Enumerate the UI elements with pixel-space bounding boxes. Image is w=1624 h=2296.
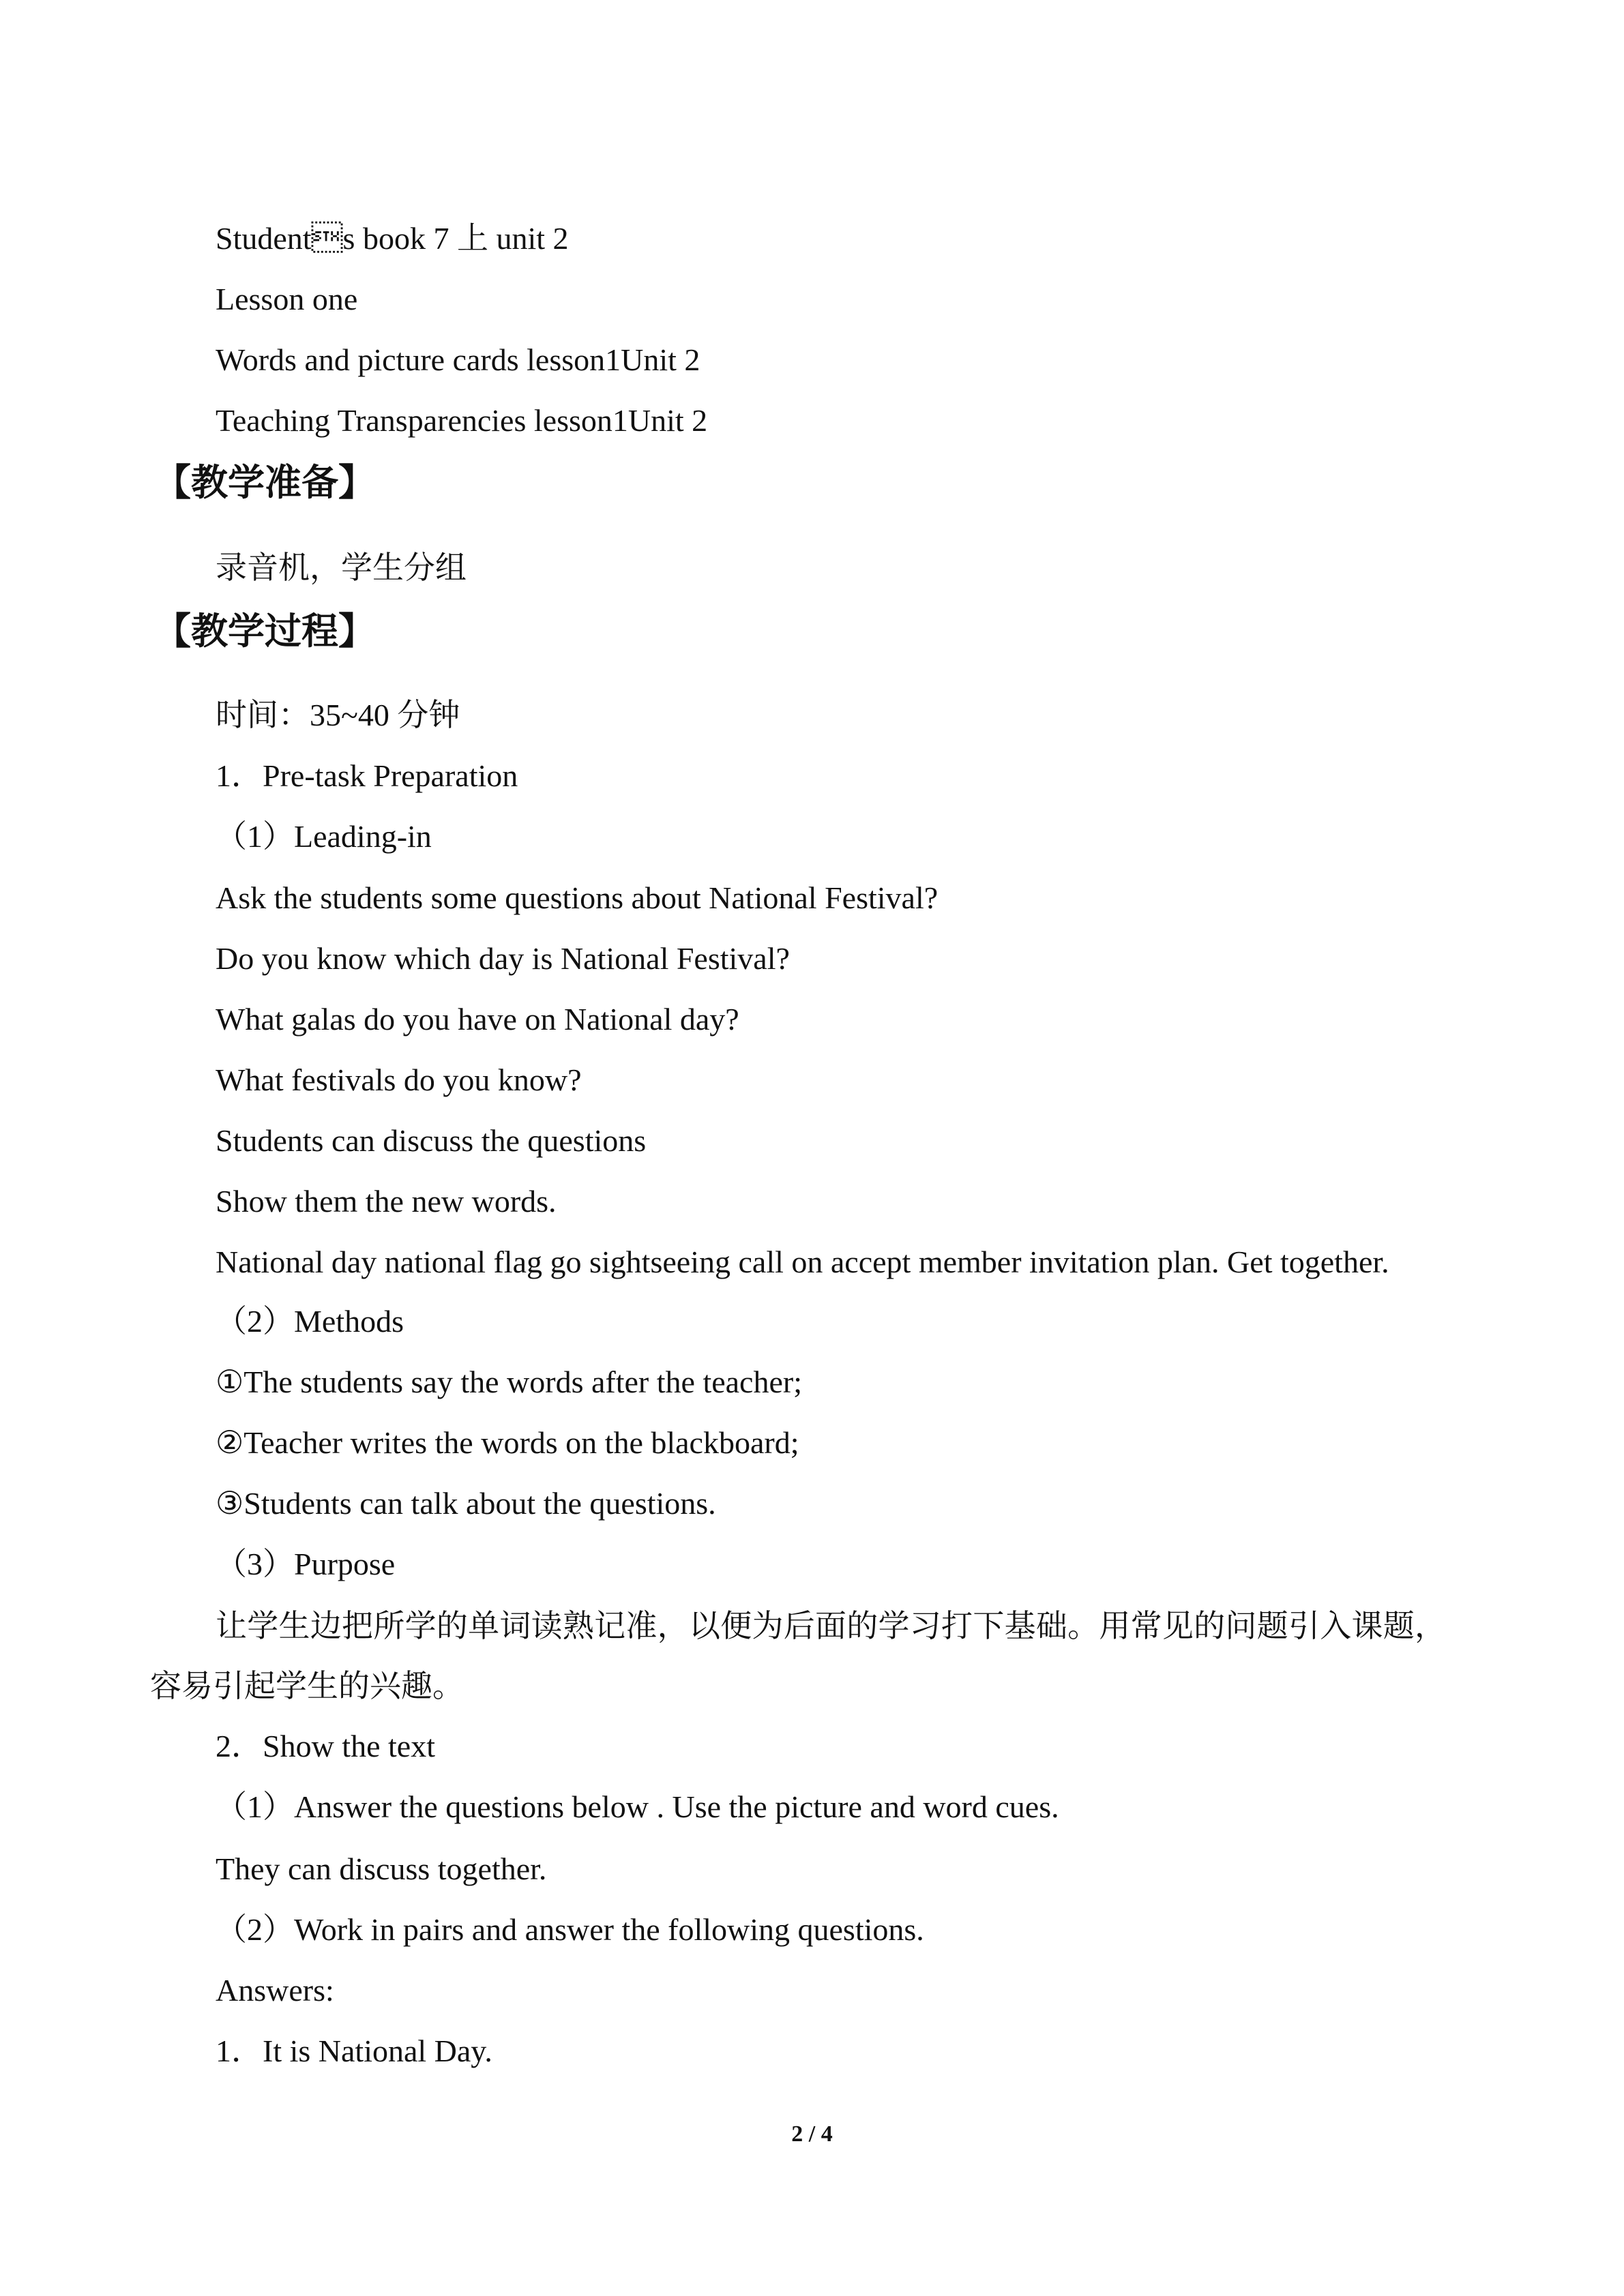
purpose-title: （3）Purpose — [216, 1547, 396, 1581]
show-text-item-1-note: They can discuss together. — [216, 1851, 547, 1886]
leading-in-line: What galas do you have on National day? — [216, 1002, 739, 1037]
step-pre-task-title: 1．Pre-task Preparation — [216, 758, 518, 793]
leading-in-title: （1）Leading-in — [216, 819, 432, 854]
leading-in-line: Show them the new words. — [216, 1184, 557, 1219]
leading-in-line: Do you know which day is National Festival? — [216, 941, 790, 976]
material-line-word-cards: Words and picture cards lesson1Unit 2 — [216, 342, 700, 377]
time-line: 时间：35~40 分钟 — [216, 698, 460, 732]
step-show-text-title: 2．Show the text — [216, 1729, 435, 1763]
answer-line: 1．It is National Day. — [216, 2033, 492, 2068]
method-item: ①The students say the words after the teacher; — [216, 1365, 802, 1399]
methods-title: （2）Methods — [216, 1304, 404, 1339]
answers-label: Answers: — [216, 1973, 334, 2008]
section-heading-process: 【教学过程】 — [154, 610, 375, 653]
page-number: 2 / 4 — [791, 2121, 833, 2147]
leading-in-line: Students can discuss the questions — [216, 1123, 647, 1158]
material-line-lesson: Lesson one — [216, 282, 358, 316]
leading-in-line: Ask the students some questions about National Festival? — [216, 880, 939, 915]
material-line-transparencies: Teaching Transparencies lesson1Unit 2 — [216, 403, 708, 438]
material-line-students-book: Students book 7 上 unit 2 — [216, 221, 569, 256]
show-text-item-1: （1）Answer the questions below . Use the picture and word cues. — [216, 1789, 1059, 1824]
section-heading-preparation: 【教学准备】 — [154, 461, 375, 504]
method-item: ③Students can talk about the questions. — [216, 1486, 716, 1521]
new-words-line: National day national flag go sightseeing call on accept member invitation plan. Get together. — [216, 1244, 1389, 1279]
method-item: ②Teacher writes the words on the blackboard; — [216, 1425, 799, 1460]
preparation-content: 录音机，学生分组 — [216, 550, 467, 585]
leading-in-line: What festivals do you know? — [216, 1062, 582, 1097]
purpose-paragraph: 让学生边把所学的单词读熟记准，以便为后面的学习打下基础。用常见的问题引入课题，容易引起学生的兴趣。 — [150, 1609, 1446, 1703]
show-text-item-2: （2）Work in pairs and answer the following questions. — [216, 1912, 924, 1947]
